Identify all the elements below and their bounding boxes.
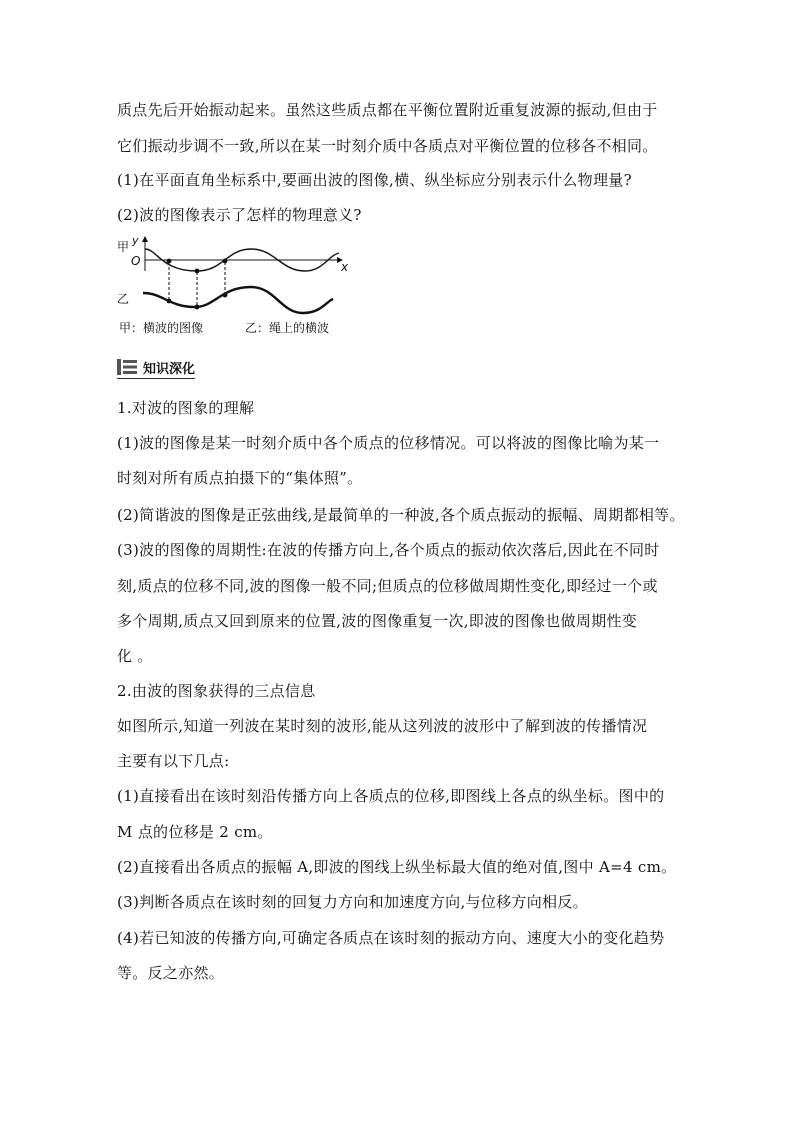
label-yi: 乙 — [117, 292, 130, 306]
rope-wave-curve — [143, 287, 333, 313]
section-bars-icon — [117, 359, 137, 375]
particle-dot — [167, 259, 172, 264]
heading-1: 1.对波的图象的理解 — [117, 399, 255, 417]
body-line: 刻,质点的位移不同,波的图像一般不同;但质点的位移做周期性变化,即经过一个或 — [117, 577, 658, 595]
section-title: 知识深化 — [143, 361, 196, 377]
caption-jia: 甲：横波的图像 — [119, 321, 204, 335]
body-line: 时刻对所有质点拍摄下的“集体照”。 — [117, 469, 363, 487]
particle-dot — [223, 259, 228, 264]
body-line: (1)直接看出在该时刻沿传播方向上各质点的位移,即图线上各点的纵坐标。图中的 — [117, 787, 665, 805]
label-x-axis: x — [341, 260, 349, 274]
heading-2: 2.由波的图象获得的三点信息 — [117, 682, 316, 700]
body-line: (4)若已知波的传播方向,可确定各质点在该时刻的振动方向、速度大小的变化趋势 — [117, 929, 665, 947]
particle-dot — [223, 293, 228, 298]
label-y-axis: y — [132, 234, 139, 247]
y-axis-arrow — [142, 236, 148, 242]
particle-dot — [195, 269, 200, 274]
label-jia: 甲 — [117, 240, 130, 254]
body-line: 等。反之亦然。 — [117, 964, 225, 982]
body-line: 化 。 — [117, 647, 153, 665]
body-line: 主要有以下几点: — [117, 752, 230, 770]
wave-figure — [115, 235, 355, 340]
body-line: 如图所示,知道一列波在某时刻的波形,能从这列波的波形中了解到波的传播情况 — [117, 717, 648, 735]
label-origin: O — [131, 254, 141, 268]
body-line: (1)波的图像是某一时刻介质中各个质点的位移情况。可以将波的图像比喻为某一 — [117, 434, 660, 452]
section-underline — [117, 378, 195, 379]
question-2: (2)波的图像表示了怎样的物理意义? — [117, 206, 362, 224]
body-line: 多个周期,质点又回到原来的位置,波的图像重复一次,即波的图像也做周期性变 — [117, 612, 638, 630]
body-line: (3)判断各质点在该时刻的回复力方向和加速度方向,与位移方向相反。 — [117, 893, 588, 911]
body-line: (2)直接看出各质点的振幅 A,即波的图线上纵坐标最大值的绝对值,图中 A=4 cm。 — [117, 858, 677, 876]
paragraph-line-2: 它们振动步调不一致,所以在某一时刻介质中各质点对平衡位置的位移各不相同。 — [117, 137, 658, 155]
body-line: M 点的位移是 2 cm。 — [117, 823, 273, 841]
caption-yi: 乙：绳上的横波 — [245, 321, 330, 335]
section-header — [117, 357, 195, 377]
paragraph-line-1: 质点先后开始振动起来。虽然这些质点都在平衡位置附近重复波源的振动,但由于 — [117, 101, 658, 119]
particle-dot — [195, 305, 200, 310]
particle-dot — [167, 299, 172, 304]
body-line: (2)简谐波的图像是正弦曲线,是最简单的一种波,各个质点振动的振幅、周期都相等。 — [117, 506, 685, 524]
body-line: (3)波的图像的周期性:在波的传播方向上,各个质点的振动依次落后,因此在不同时 — [117, 541, 660, 559]
question-1: (1)在平面直角坐标系中,要画出波的图像,横、纵坐标应分别表示什么物理量? — [117, 171, 632, 189]
